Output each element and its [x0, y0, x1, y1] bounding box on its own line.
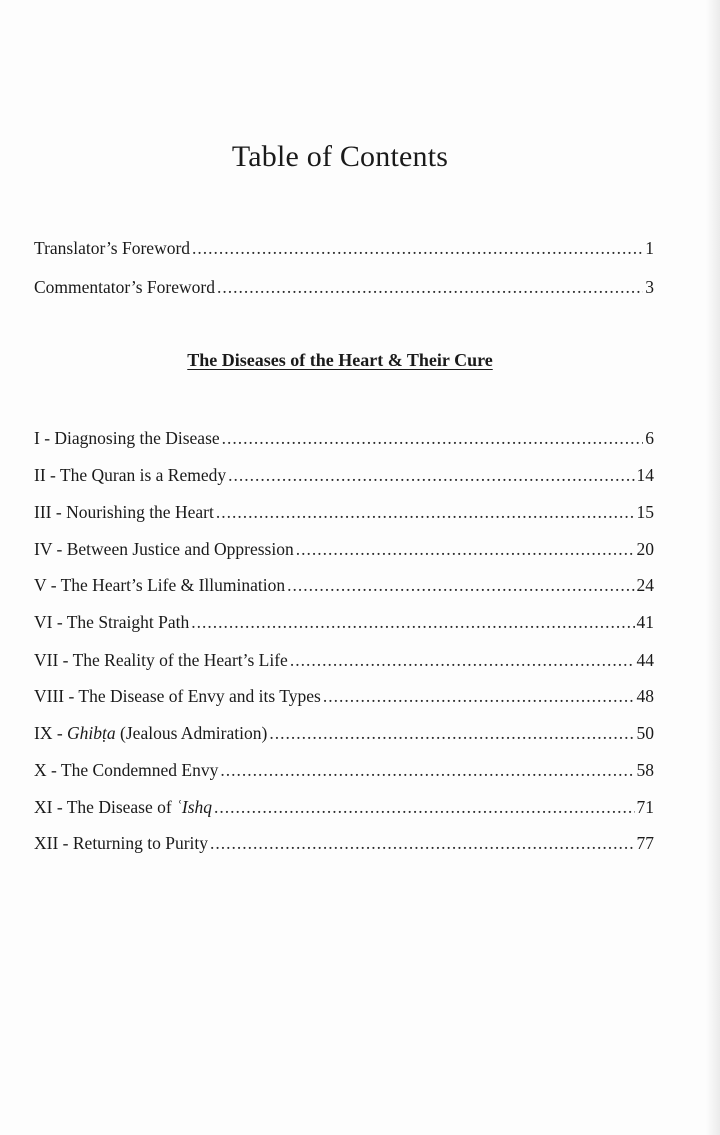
dot-leader — [222, 426, 644, 450]
dot-leader — [287, 573, 634, 597]
toc-entry-label: Commentator’s Foreword — [34, 277, 215, 297]
chapter-title: The Quran is a Remedy — [59, 465, 227, 485]
chapter-numeral: VII - — [34, 650, 73, 670]
dot-leader — [192, 236, 643, 260]
dot-leader — [210, 831, 634, 855]
toc-entry-page-number: 1 — [645, 238, 654, 258]
chapter-numeral: VI - — [34, 612, 67, 632]
toc-entry-page-number: 77 — [636, 833, 654, 853]
chapter-numeral: IV - — [34, 539, 67, 559]
chapter-title: Nourishing the Heart — [66, 502, 214, 522]
toc-entry-chapter[interactable] — [34, 463, 654, 487]
dot-leader — [323, 684, 635, 708]
toc-entry-page-number: 3 — [645, 277, 654, 297]
toc-entry-label — [34, 500, 214, 524]
chapter-title: The Straight Path — [66, 612, 190, 632]
chapter-numeral: III - — [34, 502, 67, 522]
chapter-title: Between Justice and Oppression — [66, 539, 294, 559]
section-heading — [0, 350, 680, 371]
toc-entry-label — [34, 463, 226, 487]
toc-entry-label: Translator’s Foreword — [34, 238, 191, 258]
chapter-numeral: IX - — [34, 723, 68, 743]
toc-entry-page-number: 24 — [636, 575, 654, 595]
chapter-title: The Disease of Envy and its Types — [78, 686, 321, 706]
chapter-title: The Disease of — [66, 797, 177, 817]
toc-entry-chapter[interactable] — [34, 537, 654, 561]
chapter-title: Returning to Purity — [72, 833, 209, 853]
chapter-title: (Jealous Admiration) — [115, 723, 268, 743]
dot-leader — [228, 463, 634, 487]
chapter-title: The Reality of the Heart’s Life — [72, 650, 288, 670]
section-heading-text: The Diseases of the Heart & Their Cure — [187, 350, 493, 370]
toc-entry-page-number: 48 — [636, 686, 654, 706]
toc-entry-commentators-foreword[interactable] — [34, 275, 654, 299]
toc-entry-label — [34, 758, 218, 782]
toc-entry-label — [34, 831, 208, 855]
toc-entry-label — [34, 537, 294, 561]
toc-entry-label — [34, 648, 288, 672]
chapter-title-italic: Ghibṭa — [67, 723, 116, 743]
toc-entry-label — [34, 426, 220, 450]
toc-entry-chapter[interactable] — [34, 831, 654, 855]
chapter-numeral: I - — [34, 428, 55, 448]
toc-entry-chapter[interactable] — [34, 426, 654, 450]
toc-entry-page-number: 6 — [645, 428, 654, 448]
toc-entry-chapter[interactable] — [34, 758, 654, 782]
dot-leader — [216, 500, 635, 524]
toc-entry-page-number: 41 — [636, 612, 654, 632]
toc-entry-chapter[interactable] — [34, 795, 654, 819]
dot-leader — [296, 537, 635, 561]
chapter-numeral: X - — [34, 760, 61, 780]
toc-entry-chapter[interactable] — [34, 573, 654, 597]
chapter-title: The Condemned Envy — [60, 760, 219, 780]
toc-entry-translators-foreword[interactable] — [34, 236, 654, 260]
chapter-numeral: XI - — [34, 797, 67, 817]
toc-entry-label — [34, 610, 189, 634]
chapter-numeral: V - — [34, 575, 61, 595]
page-title: Table of Contents — [231, 140, 449, 173]
chapter-title: The Heart’s Life & Illumination — [60, 575, 286, 595]
toc-entry-page-number: 44 — [636, 650, 654, 670]
dot-leader — [214, 795, 634, 819]
toc-entry-label — [34, 721, 267, 745]
toc-entry-label — [34, 684, 321, 708]
toc-entry-page-number: 58 — [636, 760, 654, 780]
chapter-numeral: XII - — [34, 833, 73, 853]
dot-leader — [269, 721, 634, 745]
toc-entry-page-number: 71 — [636, 797, 654, 817]
toc-entry-label — [34, 795, 212, 819]
toc-entry-chapter[interactable] — [34, 684, 654, 708]
dot-leader — [220, 758, 634, 782]
toc-entry-page-number: 20 — [636, 539, 654, 559]
chapter-numeral: VIII - — [34, 686, 79, 706]
toc-entry-chapter[interactable] — [34, 721, 654, 745]
dot-leader — [290, 648, 635, 672]
toc-entry-chapter[interactable] — [34, 610, 654, 634]
dot-leader — [191, 610, 634, 634]
toc-entry-page-number: 50 — [636, 723, 654, 743]
chapter-title: Diagnosing the Disease — [54, 428, 220, 448]
toc-entry-chapter[interactable] — [34, 500, 654, 524]
dot-leader — [217, 275, 643, 299]
chapter-title-italic: ʿIshq — [176, 797, 213, 817]
toc-entry-page-number: 14 — [636, 465, 654, 485]
toc-entry-chapter[interactable] — [34, 648, 654, 672]
toc-entry-label — [34, 573, 285, 597]
toc-entry-page-number: 15 — [636, 502, 654, 522]
chapter-numeral: II - — [34, 465, 60, 485]
